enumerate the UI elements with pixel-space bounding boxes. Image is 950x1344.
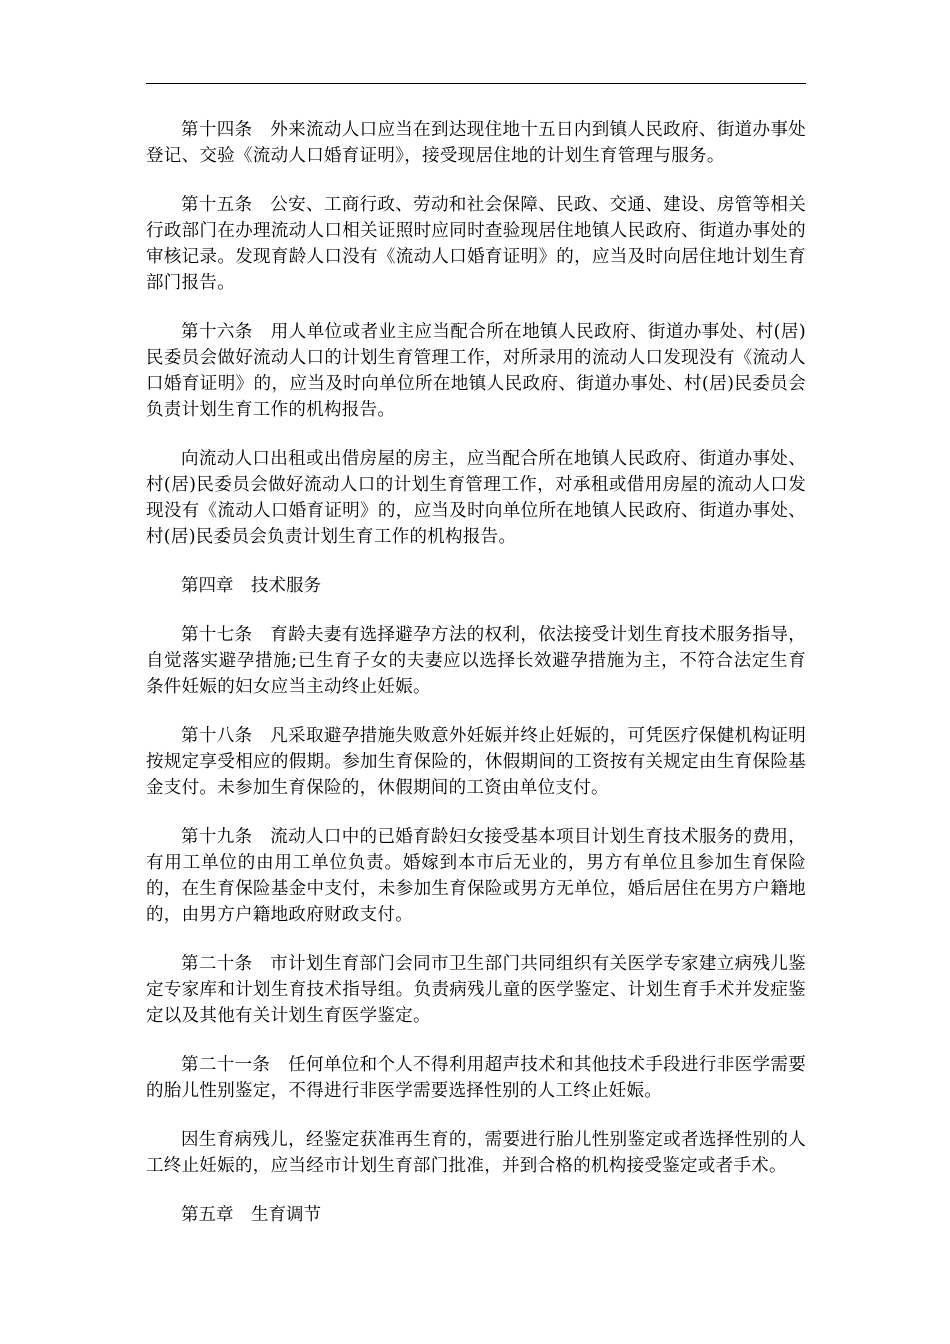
article-21: 第二十一条 任何单位和个人不得利用超声技术和其他技术手段进行非医学需要的胎儿性别鉴定，不得进行非医学需要选择性别的人工终止妊娠。 bbox=[146, 1055, 806, 1101]
article-17: 第十七条 育龄夫妻有选择避孕方法的权利，依法接受计划生育技术服务指导，自觉落实避孕措施;已生育子女的夫妻应以选择长效避孕措施为主，不符合法定生育条件妊娠的妇女应当主动终止妊娠。 bbox=[146, 625, 806, 697]
article-16-para-2: 向流动人口出租或出借房屋的房主，应当配合所在地镇人民政府、街道办事处、村(居)民委员会做好流动人口的计划生育管理工作，对承租或借用房屋的流动人口发现没有《流动人口婚育证明》的，应当及时向单位所在地镇人民政府、街道办事处、村(居)民委员会负责计划生育工作的机构报告。 bbox=[146, 449, 806, 547]
chapter-4-heading: 第四章 技术服务 bbox=[181, 576, 321, 596]
chapter-5-heading: 第五章 生育调节 bbox=[181, 1205, 321, 1225]
article-19: 第十九条 流动人口中的已婚育龄妇女接受基本项目计划生育技术服务的费用，有用工单位的由用工单位负责。婚嫁到本市后无业的，男方有单位且参加生育保险的，在生育保险基金中支付，未参加生育保险或男方无单位，婚后居住在男方户籍地的，由男方户籍地政府财政支付。 bbox=[146, 827, 806, 925]
article-15: 第十五条 公安、工商行政、劳动和社会保障、民政、交通、建设、房管等相关行政部门在办理流动人口相关证照时应同时查验现居住地镇人民政府、街道办事处的审核记录。发现育龄人口没有《流动人口婚育证明》的，应当及时向居住地计划生育部门报告。 bbox=[146, 195, 806, 293]
article-16: 第十六条 用人单位或者业主应当配合所在地镇人民政府、街道办事处、村(居)民委员会做好流动人口的计划生育管理工作，对所录用的流动人口发现没有《流动人口婚育证明》的，应当及时向单位所在地镇人民政府、街道办事处、村(居)民委员会负责计划生育工作的机构报告。 bbox=[146, 322, 806, 420]
header-rule bbox=[146, 83, 806, 84]
article-21-para-2: 因生育病残儿，经鉴定获准再生育的，需要进行胎儿性别鉴定或者选择性别的人工终止妊娠的，应当经市计划生育部门批准，并到合格的机构接受鉴定或者手术。 bbox=[146, 1130, 806, 1176]
document-body bbox=[146, 117, 806, 1251]
article-18: 第十八条 凡采取避孕措施失败意外妊娠并终止妊娠的，可凭医疗保健机构证明按规定享受相应的假期。参加生育保险的，休假期间的工资按有关规定由生育保险基金支付。未参加生育保险的，休假期间的工资由单位支付。 bbox=[146, 726, 806, 798]
article-14: 第十四条 外来流动人口应当在到达现住地十五日内到镇人民政府、街道办事处登记、交验《流动人口婚育证明》，接受现居住地的计划生育管理与服务。 bbox=[146, 120, 806, 166]
article-20: 第二十条 市计划生育部门会同市卫生部门共同组织有关医学专家建立病残儿鉴定专家库和计划生育技术指导组。负责病残儿童的医学鉴定、计划生育手术并发症鉴定以及其他有关计划生育医学鉴定。 bbox=[146, 954, 806, 1026]
